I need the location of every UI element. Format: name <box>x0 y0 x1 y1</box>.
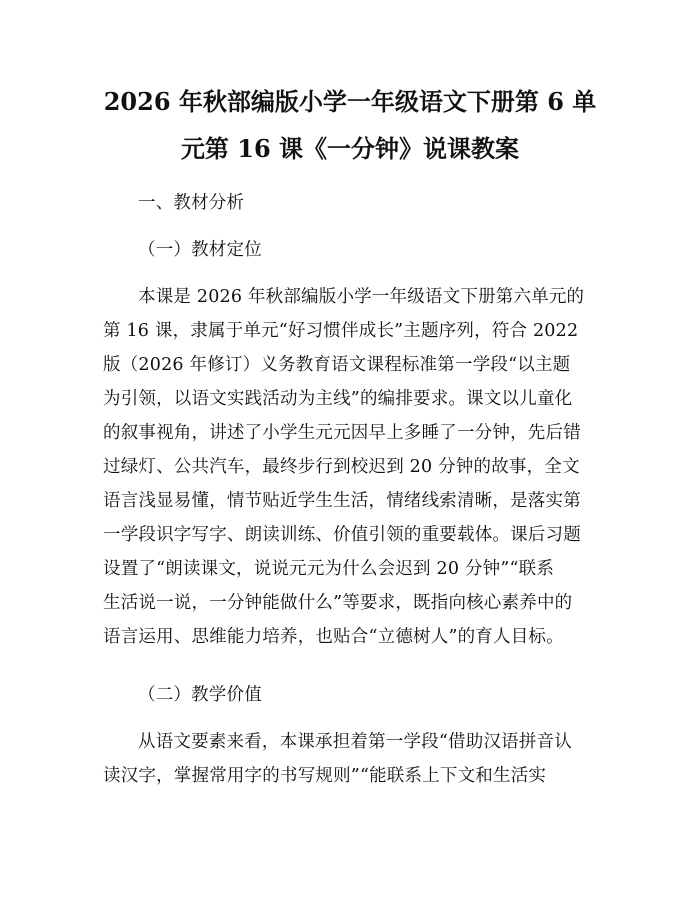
document-title-line-1: 2026 年秋部编版小学一年级语文下册第 6 单 <box>103 87 597 116</box>
document-title-line-2: 元第 16 课《一分钟》说课教案 <box>180 134 520 163</box>
paragraph-2-line: 从语文要素来看，本课承担着第一学段“借助汉语拼音认 <box>138 732 572 752</box>
paragraph-1-line: 设置了“朗读课文，说说元元为什么会迟到 20 分钟”“联系 <box>103 559 555 579</box>
paragraph-2-line: 读汉字，掌握常用字的书写规则”“能联系上下文和生活实 <box>103 766 547 786</box>
paragraph-1-line: 为引领，以语文实践活动为主线”的编排要求。课文以儿童化 <box>103 389 573 409</box>
paragraph-1-line: 第 16 课，隶属于单元“好习惯伴成长”主题序列，符合 2022 <box>103 321 579 341</box>
paragraph-1-line: 语言运用、思维能力培养，也贴合“立德树人”的育人目标。 <box>103 627 564 647</box>
paragraph-1-line: 本课是 2026 年秋部编版小学一年级语文下册第六单元的 <box>138 287 585 307</box>
paragraph-1-line: 的叙事视角，讲述了小学生元元因早上多睡了一分钟，先后错 <box>103 423 581 443</box>
subsection-heading-1: （一）教材定位 <box>138 240 262 260</box>
paragraph-1-line: 一学段识字写字、朗读训练、价值引领的重要载体。课后习题 <box>103 525 581 545</box>
paragraph-1-line: 版（2026 年修订）义务教育语文课程标准第一学段“以主题 <box>103 355 571 375</box>
subsection-heading-2: （二）教学价值 <box>138 685 262 705</box>
paragraph-1-line: 生活说一说，一分钟能做什么”等要求，既指向核心素养中的 <box>103 593 573 613</box>
section-heading: 一、教材分析 <box>138 193 245 213</box>
paragraph-1-line: 过绿灯、公共汽车，最终步行到校迟到 20 分钟的故事，全文 <box>103 457 580 477</box>
paragraph-1-line: 语言浅显易懂，情节贴近学生生活，情绪线索清晰，是落实第 <box>103 491 581 511</box>
